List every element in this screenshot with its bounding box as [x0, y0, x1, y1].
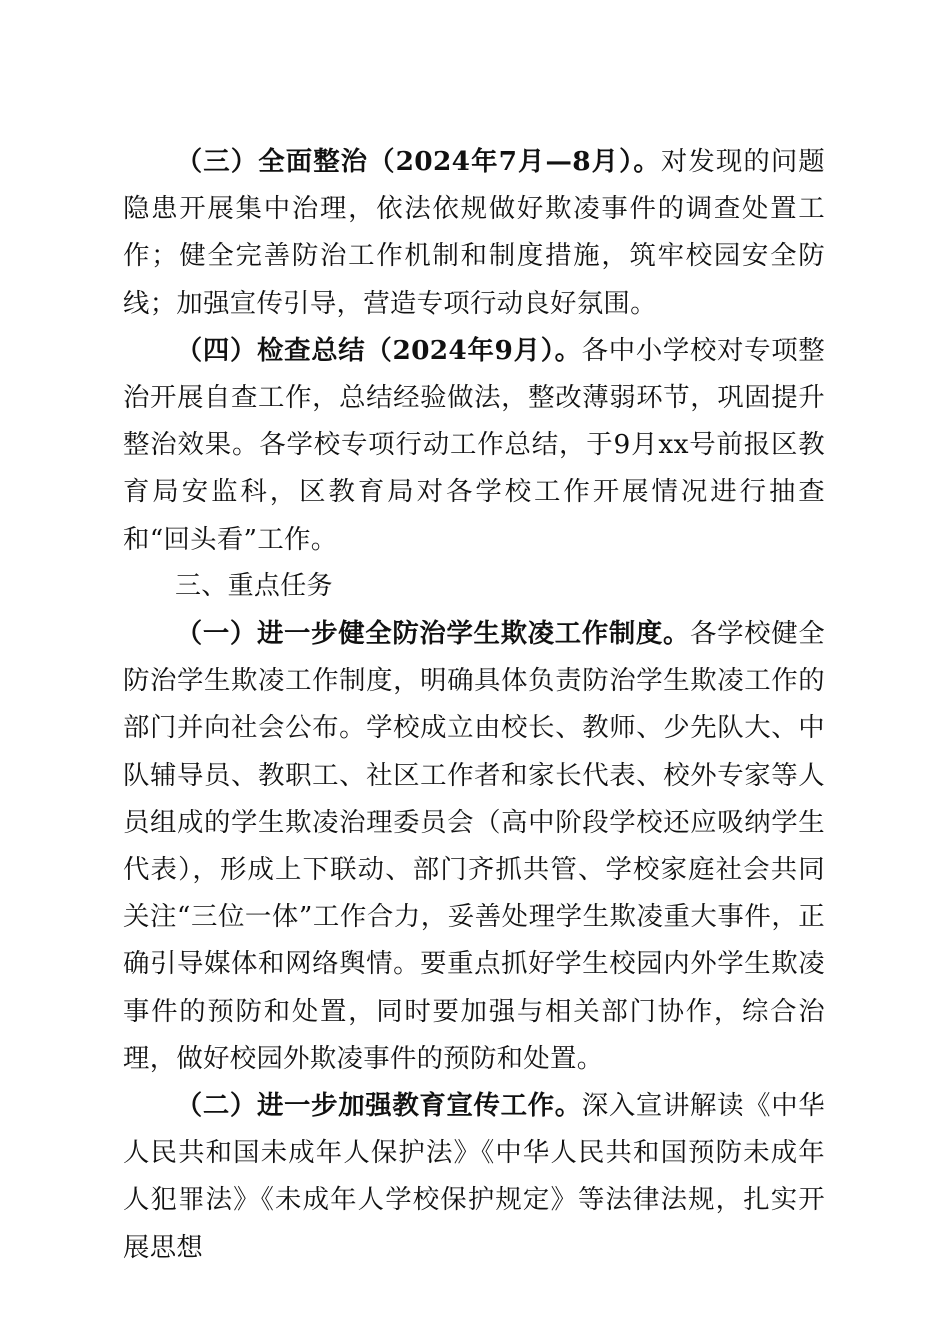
paragraph-text: 各学校健全防治学生欺凌工作制度，明确具体负责防治学生欺凌工作的部门并向社会公布。学校成立由校长、教师、少先队大、中队辅导员、教职工、社区工作者和家长代表、校外专家等人员组成的学生欺凌治理委员会（高中阶段学校还应吸纳学生代表），形成上下联动、部门齐抓共管、学校家庭社会共同关注“三位一体”工作合力，妥善处理学生欺凌重大事件，正确引导媒体和网络舆情。要重点抓好学生校园内外学生欺凌事件的预防和处置，同时要加强与相关部门协作，综合治理，做好校园外欺凌事件的预防和处置。 — [123, 618, 825, 1074]
paragraph-comprehensive-rectification — [123, 138, 825, 327]
paragraph-text: 深入宣讲解读《中华人民共和国未成年人保护法》《中华人民共和国预防未成年人犯罪法》《未成年人学校保护规定》等法律法规，扎实开展思想 — [123, 1090, 825, 1263]
paragraph-lead: （四）检查总结（2024年9月）。 — [175, 334, 582, 366]
paragraph-inspection-summary — [123, 327, 825, 563]
paragraph-text: 各中小学校对专项整治开展自查工作，总结经验做法，整改薄弱环节，巩固提升整治效果。各学校专项行动工作总结，于9月xx号前报区教育局安监科，区教育局对各学校工作开展情况进行抽查和“回头看”工作。 — [123, 334, 825, 555]
paragraph-anti-bullying-system — [123, 610, 825, 1082]
paragraph-education-publicity — [123, 1082, 825, 1271]
paragraph-lead: （二）进一步加强教育宣传工作。 — [175, 1090, 582, 1122]
section-heading-key-tasks: 三、重点任务 — [175, 570, 333, 601]
paragraph-text: 对发现的问题隐患开展集中治理，依法依规做好欺凌事件的调查处置工作；健全完善防治工作机制和制度措施，筑牢校园安全防线；加强宣传引导，营造专项行动良好氛围。 — [123, 146, 825, 319]
paragraph-lead: （一）进一步健全防治学生欺凌工作制度。 — [175, 618, 691, 650]
document-body — [123, 138, 825, 1271]
paragraph-lead: （三）全面整治（2024年7月—8月）。 — [175, 146, 661, 177]
